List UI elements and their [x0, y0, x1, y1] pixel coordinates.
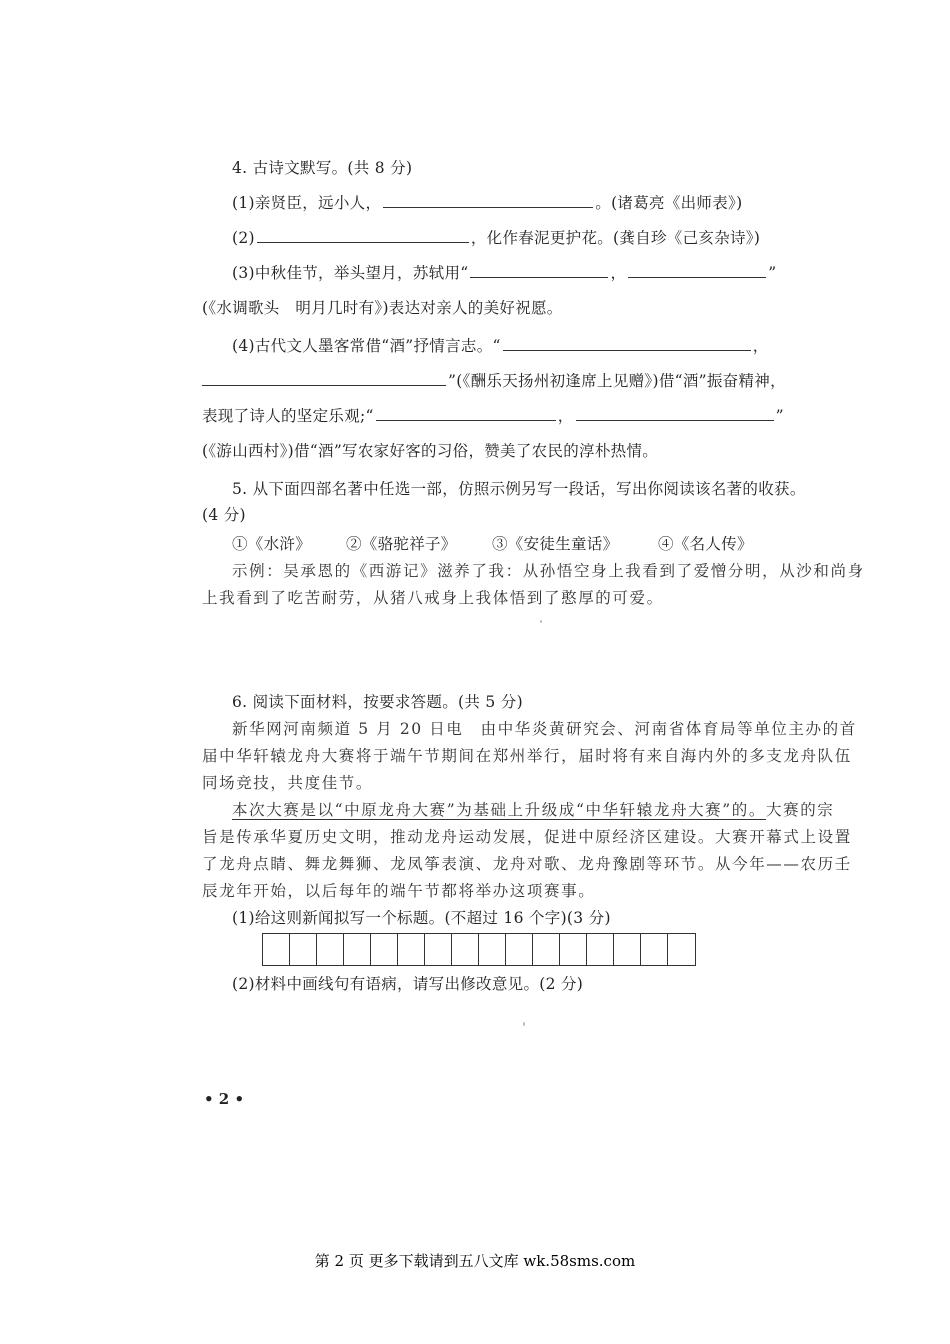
grid-cell[interactable]	[641, 934, 668, 965]
grid-cell[interactable]	[587, 934, 614, 965]
q4-l4-text-b: ，	[752, 337, 769, 355]
scan-speck	[523, 1022, 525, 1026]
q6-p2-line1	[232, 800, 834, 820]
grid-cell[interactable]	[614, 934, 641, 965]
q5-option-4: ④《名人传》	[658, 535, 753, 553]
q4-l4-text-c: ”(《酬乐天扬州初逢席上见赠》)借“酒”振奋精神，	[448, 372, 786, 390]
answer-blank[interactable]	[576, 406, 774, 421]
scan-speck	[540, 620, 542, 623]
answer-blank[interactable]	[202, 371, 446, 386]
q4-l3-text-c: ”	[768, 264, 777, 282]
grid-cell[interactable]	[533, 934, 560, 965]
q4-line4-cont3: (《游山西村》)借“酒”写农家好客的习俗，赞美了农民的淳朴热情。	[202, 442, 659, 460]
grid-cell[interactable]	[560, 934, 587, 965]
answer-blank[interactable]	[383, 193, 593, 208]
answer-blank[interactable]	[376, 406, 556, 421]
q4-title: 4. 古诗文默写。(共 8 分)	[232, 159, 413, 177]
q4-l4-text-a: (4)古代文人墨客常借“酒”抒情言志。“	[232, 337, 501, 355]
answer-blank[interactable]	[628, 263, 766, 278]
grid-cell[interactable]	[317, 934, 344, 965]
q4-l4-text-d: 表现了诗人的坚定乐观;“	[202, 407, 374, 425]
q4-line3-cont: (《水调歌头 明月几时有》)表达对亲人的美好祝愿。	[202, 299, 563, 317]
q6-p1-line1: 新华网河南频道 5 月 20 日电 由中华炎黄研究会、河南省体育局等单位主办的首	[232, 720, 857, 738]
q4-l3-text-a: (3)中秋佳节，举头望月，苏轼用“	[232, 264, 469, 282]
q4-line3	[232, 263, 777, 283]
q5-option-1: ①《水浒》	[232, 535, 312, 553]
answer-blank[interactable]	[470, 263, 608, 278]
grid-cell[interactable]	[290, 934, 317, 965]
grid-cell[interactable]	[668, 934, 695, 965]
q4-l1-text-b: 。(诸葛亮《出师表》)	[595, 194, 743, 212]
answer-blank[interactable]	[503, 336, 751, 351]
q4-l3-text-b: ，	[610, 264, 627, 282]
q4-l2-text-b: ，化作春泥更护花。(龚自珍《己亥杂诗》)	[470, 229, 761, 247]
q4-line1	[232, 193, 742, 213]
grid-cell[interactable]	[344, 934, 371, 965]
q6-p2-line4: 辰龙年开始，以后每年的端午节都将举办这项赛事。	[202, 882, 596, 900]
q6-p2-line3: 了龙舟点睛、舞龙舞狮、龙凤筝表演、龙舟对歌、龙舟豫剧等环节。从今年——农历壬	[202, 855, 852, 873]
q6-p1-line3: 同场竞技，共度佳节。	[202, 774, 374, 792]
q5-option-3: ③《安徒生童话》	[492, 535, 619, 553]
q5-score: (4 分)	[202, 506, 246, 524]
q4-line4	[232, 336, 769, 356]
q4-l1-text-a: (1)亲贤臣，远小人，	[232, 194, 382, 212]
q6-p2-line2: 旨是传承华夏历史文明，推动龙舟运动发展，促进中原经济区建设。大赛开幕式上设置	[202, 828, 852, 846]
grid-cell[interactable]	[263, 934, 290, 965]
underlined-sentence: 本次大赛是以“中原龙舟大赛”为基础上升级成“中华轩辕龙舟大赛”的。	[232, 801, 766, 819]
q4-l2-text-a: (2)	[232, 229, 255, 247]
grid-cell[interactable]	[371, 934, 398, 965]
answer-blank[interactable]	[257, 228, 469, 243]
grid-cell[interactable]	[479, 934, 506, 965]
q4-line4-cont1	[202, 371, 786, 391]
grid-cell[interactable]	[506, 934, 533, 965]
page-number: • 2 •	[204, 1090, 245, 1108]
q5-option-2: ②《骆驼祥子》	[346, 535, 457, 553]
download-footer: 第 2 页 更多下载请到五八文库 wk.58sms.com	[314, 1252, 636, 1270]
q6-p1-line2: 届中华轩辕龙舟大赛将于端午节期间在郑州举行，届时将有来自海内外的多支龙舟队伍	[202, 747, 852, 765]
q6-title: 6. 阅读下面材料，按要求答题。(共 5 分)	[232, 693, 523, 711]
q6-sub2: (2)材料中画线句有语病，请写出修改意见。(2 分)	[232, 975, 584, 993]
grid-cell[interactable]	[425, 934, 452, 965]
q6-p2-line1-rest: 大赛的宗	[766, 801, 835, 819]
title-answer-grid[interactable]	[262, 933, 696, 966]
q4-l4-text-f: ”	[775, 407, 784, 425]
q4-l4-text-e: ，	[557, 407, 574, 425]
q4-line4-cont2	[202, 406, 784, 426]
q6-sub1: (1)给这则新闻拟写一个标题。(不超过 16 个字)(3 分)	[232, 909, 611, 927]
q5-example-line1: 示例：吴承恩的《西游记》滋养了我：从孙悟空身上我看到了爱憎分明，从沙和尚身	[232, 562, 865, 580]
q5-example-line2: 上我看到了吃苦耐劳，从猪八戒身上我体悟到了憨厚的可爱。	[202, 589, 664, 607]
q4-line2	[232, 228, 760, 248]
q5-title: 5. 从下面四部名著中任选一部，仿照示例另写一段话，写出你阅读该名著的收获。	[232, 480, 806, 498]
grid-cell[interactable]	[452, 934, 479, 965]
grid-cell[interactable]	[398, 934, 425, 965]
